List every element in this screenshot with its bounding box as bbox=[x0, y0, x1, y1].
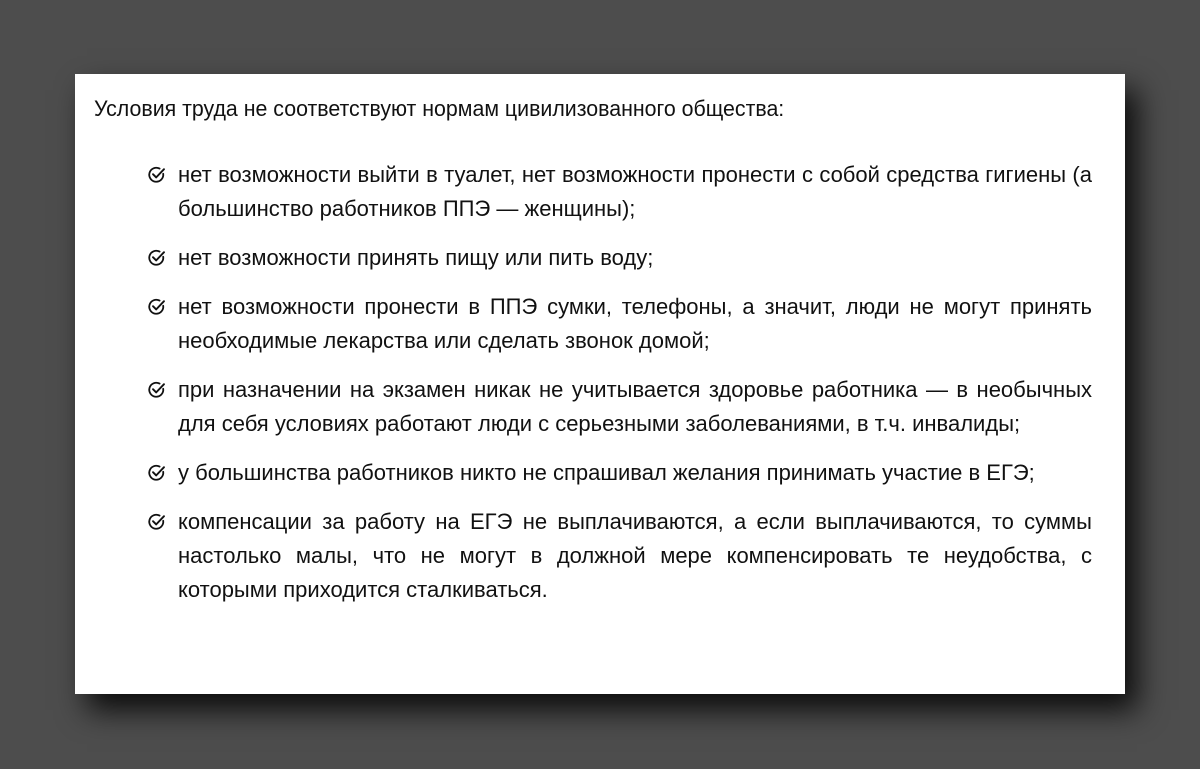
list-item-text: нет возможности выйти в туалет, нет возможности пронести с собой средства гигиены (а большинство работников ППЭ — женщины); bbox=[178, 162, 1092, 221]
list-item-text: компенсации за работу на ЕГЭ не выплачиваются, а если выплачиваются, то суммы настолько малы, что не могут в должной мере компенсировать те неудобства, с которыми приходится сталкиваться. bbox=[178, 509, 1092, 602]
check-circle-icon bbox=[147, 165, 167, 185]
intro-text: Условия труда не соответствуют нормам цивилизованного общества: bbox=[94, 96, 785, 121]
document-card bbox=[75, 74, 1125, 694]
conditions-list bbox=[94, 158, 1092, 607]
list-item-text: нет возможности пронести в ППЭ сумки, телефоны, а значит, люди не могут принять необходимые лекарства или сделать звонок домой; bbox=[178, 294, 1092, 353]
list-item bbox=[94, 456, 1092, 490]
list-item bbox=[94, 241, 1092, 275]
list-item bbox=[94, 290, 1092, 358]
list-item-text: у большинства работников никто не спрашивал желания принимать участие в ЕГЭ; bbox=[178, 460, 1035, 485]
check-circle-icon bbox=[147, 463, 167, 483]
check-circle-icon bbox=[147, 248, 167, 268]
check-circle-icon bbox=[147, 380, 167, 400]
list-item bbox=[94, 373, 1092, 441]
list-item bbox=[94, 158, 1092, 226]
list-item bbox=[94, 505, 1092, 607]
list-item-text: при назначении на экзамен никак не учитывается здоровье работника — в необычных для себя условиях работают люди с серьезными заболеваниями, в т.ч. инвалиды; bbox=[178, 377, 1092, 436]
check-circle-icon bbox=[147, 512, 167, 532]
list-item-text: нет возможности принять пищу или пить воду; bbox=[178, 245, 654, 270]
check-circle-icon bbox=[147, 297, 167, 317]
